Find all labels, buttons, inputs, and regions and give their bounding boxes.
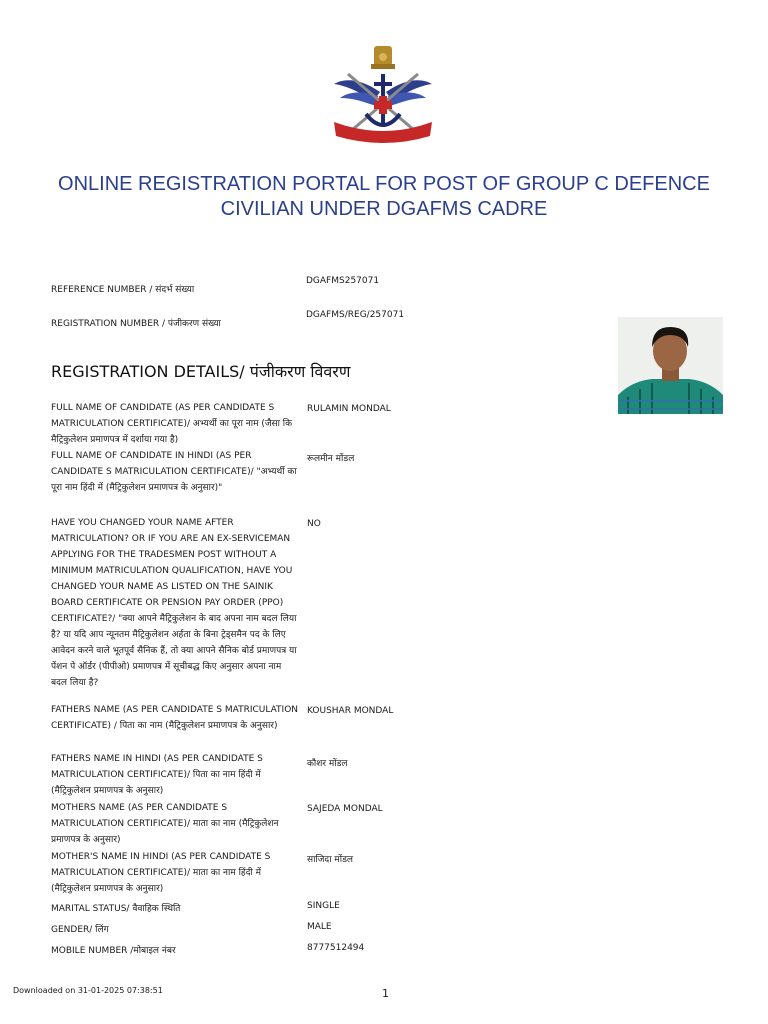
detail-label: FULL NAME OF CANDIDATE IN HINDI (AS PER CANDIDATE S MATRICULATION CERTIFICATE)/ "अभ्यर्थी का पूरा नाम हिंदी में (मैट्रिकुलेशन प्रमाणपत्र के अनुसार)" <box>51 451 297 493</box>
detail-value: RULAMIN MONDAL <box>307 404 391 414</box>
detail-value: कौशर मोंडल <box>307 759 348 769</box>
detail-label: MOBILE NUMBER /मोबाइल नंबर <box>51 946 176 956</box>
afms-logo <box>330 44 436 144</box>
detail-value: NO <box>307 519 321 529</box>
candidate-photo <box>618 317 723 414</box>
candidate-portrait-icon <box>618 317 723 414</box>
detail-value: SINGLE <box>307 901 340 911</box>
detail-value: MALE <box>307 922 332 932</box>
detail-label: MOTHER'S NAME IN HINDI (AS PER CANDIDATE S MATRICULATION CERTIFICATE)/ माता का नाम हिंदी में (मैट्रिकुलेशन प्रमाणपत्र के अनुसार) <box>51 852 271 894</box>
reference-number-value: DGAFMS257071 <box>306 276 380 286</box>
title-line-1: ONLINE REGISTRATION PORTAL FOR POST OF GROUP C DEFENCE <box>58 173 710 195</box>
detail-value: 8777512494 <box>307 943 365 953</box>
detail-label: FULL NAME OF CANDIDATE (AS PER CANDIDATE S MATRICULATION CERTIFICATE)/ अभ्यर्थी का पूरा नाम (जैसा कि मैट्रिकुलेशन प्रमाणपत्र में दर्शाया गया है) <box>51 403 293 445</box>
download-timestamp: Downloaded on 31-01-2025 07:38:51 <box>13 986 163 995</box>
reference-number-label: REFERENCE NUMBER / संदर्भ संख्या <box>51 285 195 295</box>
page-number: 1 <box>382 987 389 1000</box>
page-title <box>20 172 748 222</box>
detail-label: MOTHERS NAME (AS PER CANDIDATE S MATRICULATION CERTIFICATE)/ माता का नाम (मैट्रिकुलेशन प्रमाणपत्र के अनुसार) <box>51 803 279 845</box>
registration-number-label: REGISTRATION NUMBER / पंजीकरण संख्या <box>51 319 221 329</box>
detail-label: FATHERS NAME IN HINDI (AS PER CANDIDATE S MATRICULATION CERTIFICATE)/ पिता का नाम हिंदी में (मैट्रिकुलेशन प्रमाणपत्र के अनुसार) <box>51 754 263 796</box>
registration-number-value: DGAFMS/REG/257071 <box>306 310 405 320</box>
detail-label: FATHERS NAME (AS PER CANDIDATE S MATRICULATION CERTIFICATE) / पिता का नाम (मैट्रिकुलेशन प्रमाणपत्र के अनुसार) <box>51 705 299 731</box>
section-title: REGISTRATION DETAILS/ पंजीकरण विवरण <box>51 362 351 381</box>
detail-value: KOUSHAR MONDAL <box>307 706 394 716</box>
detail-value: रूलमीन मोंडल <box>307 454 355 464</box>
detail-label: HAVE YOU CHANGED YOUR NAME AFTER MATRICULATION? OR IF YOU ARE AN EX-SERVICEMAN APPLYING FOR THE TRADESMEN POST WITHOUT A MINIMUM MATRICULATION QUALIFICATION, HAVE YOU CHANGED YOUR NAME AS LISTED ON THE SAINIK BOARD CERTIFICATE OR PENSION PAY ORDER (PPO) CERTIFICATE?/ "क्या आपने मैट्रिकुलेशन के बाद अपना नाम बदल लिया है? या यदि आप न्यूनतम मैट्रिकुलेशन अर्हता के बिना ट्रेड्समैन पद के लिए आवेदन करने वाले भूतपूर्व सैनिक हैं, तो क्या आपने सैनिक बोर्ड प्रमाणपत्र या पेंशन पे ऑर्डर (पीपीओ) प्रमाणपत्र में सूचीबद्ध किए अनुसार अपना नाम बदल लिया है? <box>51 518 297 688</box>
detail-label: GENDER/ लिंग <box>51 925 109 935</box>
detail-value: SAJEDA MONDAL <box>307 804 383 814</box>
title-line-2: CIVILIAN UNDER DGAFMS CADRE <box>220 198 548 220</box>
detail-label: MARITAL STATUS/ वैवाहिक स्थिति <box>51 904 181 914</box>
detail-value: साजिदा मोंडल <box>307 855 354 865</box>
afms-emblem-icon <box>330 44 436 144</box>
